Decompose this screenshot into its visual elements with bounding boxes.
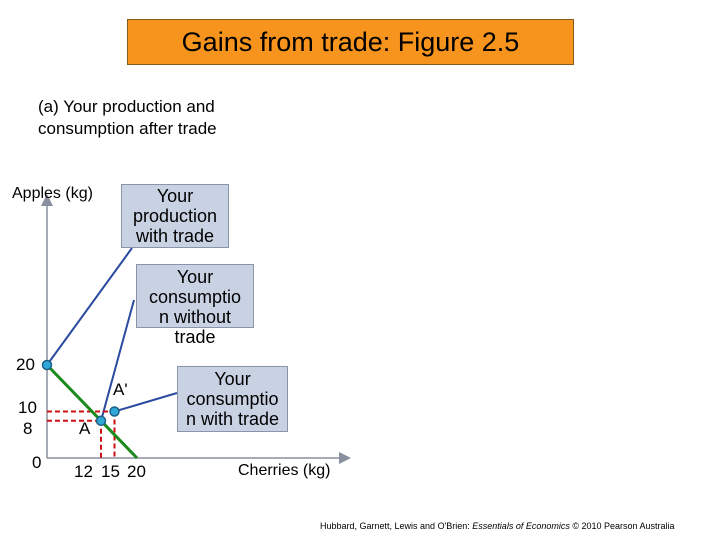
subtitle-line-1: (a) Your production and <box>38 97 215 116</box>
y-tick-label: 10 <box>18 398 37 417</box>
y-tick-label: 8 <box>23 419 33 438</box>
callout-line: Your <box>214 369 251 389</box>
callout-consumption-with-trade <box>177 366 288 432</box>
callout-production-with-trade <box>121 184 229 248</box>
y-axis-label: Apples (kg) <box>12 185 93 202</box>
pointer-line <box>47 248 132 365</box>
callout-line: production <box>132 206 218 226</box>
chart-point <box>110 407 119 416</box>
callout-line: Your <box>156 186 194 206</box>
callout-line: Your <box>176 267 214 287</box>
x-tick-label: 12 <box>74 462 93 481</box>
point-label-a-prime: A' <box>113 380 128 399</box>
ppf-series <box>47 365 137 458</box>
credit-line: Hubbard, Garnett, Lewis and O'Brien: Essentials of Economics © 2010 Pearson Australia <box>320 521 675 531</box>
ppf-line <box>47 365 137 458</box>
chart-point <box>43 361 52 370</box>
chart-point <box>97 416 106 425</box>
point-label-a: A <box>79 419 91 438</box>
callout-line: consumptio <box>148 287 242 307</box>
subtitle-line-2: consumption after trade <box>38 119 217 138</box>
callout-line: consumptio <box>186 389 279 409</box>
callout-line: n without <box>158 307 232 327</box>
callout-line: trade <box>174 327 216 347</box>
callout-line: with trade <box>135 226 215 246</box>
pointer-line <box>101 300 134 421</box>
x-tick-label: 15 <box>101 462 120 481</box>
origin-label: 0 <box>32 453 42 472</box>
callout-consumption-without-trade <box>136 264 254 347</box>
y-tick-label: 20 <box>16 355 35 374</box>
x-axis-label: Cherries (kg) <box>238 462 331 479</box>
x-tick-label: 20 <box>127 462 146 481</box>
callout-line: n with trade <box>185 409 280 429</box>
page-title: Gains from trade: Figure 2.5 <box>181 26 520 57</box>
